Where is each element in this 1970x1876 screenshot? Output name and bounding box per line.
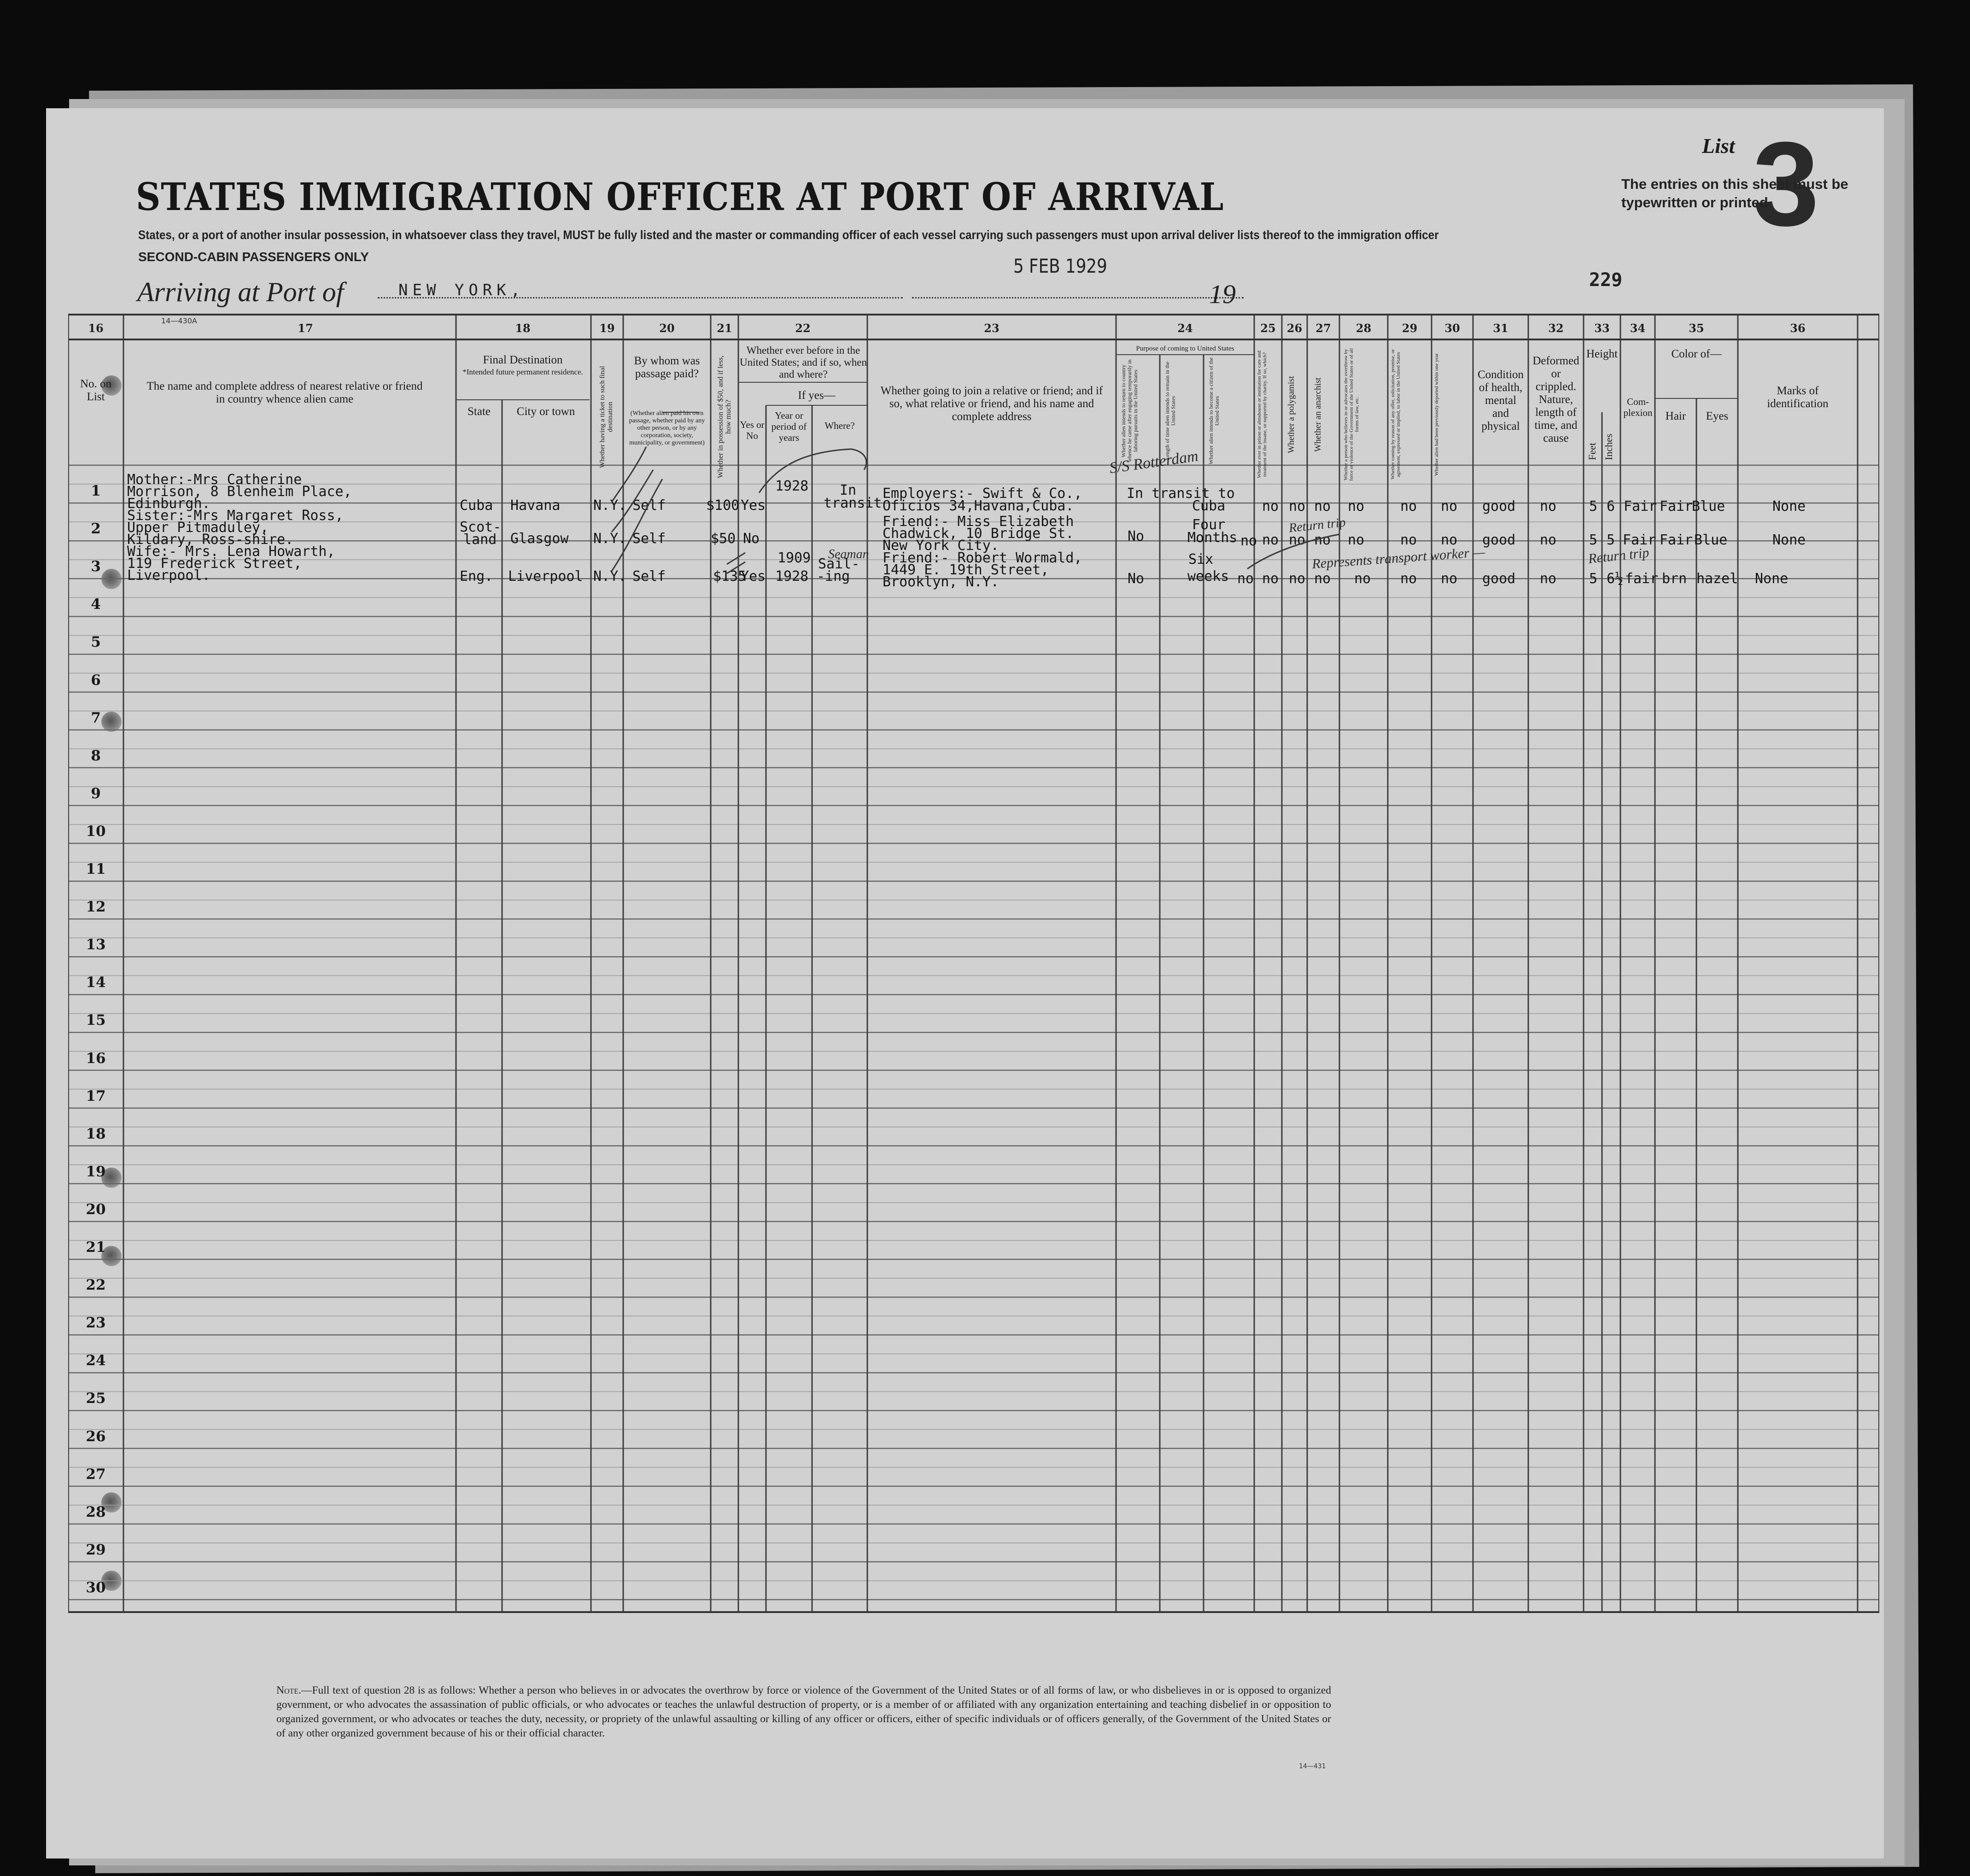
- marks-value: None: [1755, 571, 1789, 587]
- eyes-value: Blue: [1692, 498, 1725, 514]
- money-value: $100: [706, 497, 740, 514]
- before-where-line: In: [840, 482, 857, 498]
- eyes-value: Blue: [1694, 532, 1728, 548]
- header-col28: Whether a person who believes in or advocates the overthrow by force or violence of the Government of the United States or of all forms of law, etc.: [1343, 348, 1360, 481]
- join-line: Oficios 34,Havana,Cuba.: [883, 498, 1074, 514]
- col28-value: no: [1348, 498, 1365, 514]
- col-number-36: 36: [1790, 321, 1806, 335]
- col-number-28: 28: [1356, 321, 1372, 335]
- prison-value: no: [1262, 571, 1279, 587]
- header-condition: Condition of health, mental and physical: [1477, 368, 1524, 432]
- join-line: Brooklyn, N.Y.: [883, 574, 999, 590]
- relative-line: Kildary, Ross-shire.: [127, 532, 294, 548]
- row-number: 14: [86, 974, 106, 991]
- header-purpose-a: Whether alien intends to return to country whence he came after engaging temporarily in laboring pursuits in the United States: [1120, 359, 1139, 462]
- header-money: Whether in possession of $50, and if less, how much?: [717, 355, 732, 479]
- col-number-30: 30: [1444, 321, 1460, 335]
- col-number-23: 23: [984, 321, 1000, 335]
- col-number-22: 22: [795, 321, 811, 335]
- handwritten-seaman: Seaman: [828, 547, 869, 561]
- purpose-c-value: no: [1240, 533, 1257, 549]
- complexion-value: fair: [1625, 571, 1659, 587]
- purpose-line: Cuba: [1192, 498, 1226, 514]
- header-purpose: Purpose of coming to United States: [1136, 345, 1234, 352]
- join-line: Employers:- Swift & Co.,: [883, 485, 1082, 502]
- row-number: 30: [86, 1579, 106, 1596]
- footnote: [276, 1683, 1331, 1741]
- hair-value: brn: [1662, 571, 1687, 587]
- handwritten-represents-note: Represents transport worker —: [1311, 544, 1486, 572]
- page-title: STATES IMMIGRATION OFFICER AT PORT OF ARRIVAL: [136, 175, 1224, 219]
- row-number: 5: [91, 634, 101, 651]
- marks-value: None: [1772, 498, 1806, 514]
- footnote-text: —Full text of question 28 is as follows: Whether a person who believes in or advocates the overthrow by force or violence of the Government of the United States or of all forms of law, or who disbelieves in or is opposed to organized government, or who advocates the assassination of public officials, or who advocates or teaches the unlawful destruction of property, or is a member of or affiliated with any organization entertaining and teaching disbelief in or opposition to organized government, or who advocates or teaches the duty, necessity, or propriety of the unlawful assaulting or killing of any officer or officers, either of specific individuals or of officers generally, of the Government of the United States or of any other organized government because of his or their official character.: [276, 1684, 1331, 1739]
- manifest-table: [68, 313, 1879, 1633]
- col-number-35: 35: [1689, 321, 1704, 335]
- row-number: 24: [86, 1352, 106, 1369]
- row-number: 16: [86, 1050, 106, 1067]
- passage-paid-value: Self: [632, 531, 666, 547]
- before-us-value: No: [743, 531, 760, 547]
- col-number-19: 19: [599, 321, 615, 335]
- health-value: good: [1482, 532, 1516, 548]
- arriving-label: Arriving at Port of: [137, 277, 344, 307]
- join-line: New York City.: [883, 538, 999, 554]
- row-number: 28: [86, 1503, 106, 1520]
- row-number: 6: [91, 672, 101, 689]
- header-marks: Marks of identification: [1767, 385, 1829, 410]
- purpose-line: weeks: [1187, 568, 1229, 584]
- purpose-a-value: No: [1128, 528, 1145, 544]
- join-line: Friend:- Robert Wormald,: [883, 550, 1082, 566]
- before-year-value: 1928: [775, 568, 809, 584]
- col30-value: no: [1441, 498, 1458, 514]
- row-number: 20: [86, 1201, 106, 1218]
- join-line: Friend:- Miss Elizabeth: [883, 514, 1074, 530]
- row-number: 18: [86, 1125, 106, 1142]
- date-dotted-line: [912, 297, 1244, 298]
- destination-state: Scot-: [460, 519, 502, 535]
- col-number-17: 17: [298, 321, 313, 335]
- row-number: 27: [86, 1466, 106, 1483]
- instructions-text: States, or a port of another insular possession, in whatsoever class they travel, MUST be fully listed and the master or commanding officer of each vessel carrying such passengers must upon arrival deliver lists thereof to the immigration officer: [138, 228, 1439, 242]
- ticket-value: N.Y.: [593, 497, 627, 514]
- col28-value: no: [1354, 571, 1371, 587]
- typewritten-note: The entries on this sheet must be typewritten or printed.: [1621, 176, 1848, 210]
- header-passage-paid: By whom was passage paid?: [634, 355, 700, 380]
- polygamist-value: no: [1289, 532, 1306, 548]
- eyes-value: hazel: [1696, 571, 1738, 587]
- before-year-value: 1928: [775, 478, 809, 494]
- header-city: City or town: [516, 405, 575, 418]
- col28-value: no: [1348, 532, 1365, 548]
- col-number-33: 33: [1594, 321, 1610, 335]
- height-feet: 5: [1589, 498, 1598, 514]
- header-yes-no: Yes or No: [740, 419, 765, 441]
- row-number: 19: [86, 1163, 106, 1180]
- purpose-line: In transit to: [1127, 485, 1235, 502]
- height-inches: 5: [1607, 532, 1615, 548]
- height-feet: 5: [1589, 571, 1598, 587]
- handwritten-ship-note: S/S Rotterdam: [1108, 447, 1199, 477]
- before-us-value: Yes: [741, 497, 766, 514]
- row-number: 13: [86, 936, 106, 953]
- before-where-line: -ing: [817, 568, 850, 584]
- col-number-26: 26: [1286, 321, 1303, 335]
- money-value: $50: [711, 531, 736, 547]
- deformed-value: no: [1540, 571, 1557, 587]
- row-number: 25: [86, 1390, 106, 1407]
- join-line: 1449 E. 19th Street,: [883, 562, 1049, 578]
- header-final-destination-note: *Intended future permanent residence.: [462, 368, 583, 376]
- purpose-line: Four: [1192, 517, 1226, 533]
- list-label: List: [1702, 134, 1735, 158]
- deformed-value: no: [1540, 498, 1557, 514]
- anarchist-value: no: [1314, 532, 1331, 548]
- purpose-line: Months: [1187, 530, 1238, 546]
- destination-state: Cuba: [460, 497, 493, 514]
- polygamist-value: no: [1289, 498, 1306, 514]
- header-feet: Feet: [1586, 443, 1598, 460]
- relative-line: Liverpool.: [127, 567, 210, 584]
- purpose-c-value: no: [1237, 571, 1254, 587]
- header-if-yes: If yes—: [798, 389, 836, 402]
- header-passage-paid-note: (Whether alien paid his own passage, whether paid by any other person, or by any corporation, society, municipality, or government): [629, 410, 705, 446]
- row-number: 26: [86, 1428, 106, 1445]
- header-year-period: Year or period of years: [771, 410, 807, 443]
- relative-line: Mother:-Mrs Catherine: [127, 472, 302, 488]
- relative-line: Wife:- Mrs. Lena Howarth,: [127, 544, 335, 560]
- purpose-line: Six: [1188, 551, 1214, 567]
- anarchist-value: no: [1314, 571, 1331, 587]
- prison-value: no: [1262, 532, 1279, 548]
- form-number: 14—430A: [161, 316, 197, 325]
- arrival-date-stamp: 5 FEB 1929: [1013, 255, 1107, 277]
- height-inches: 6: [1607, 498, 1615, 514]
- col30-value: no: [1441, 532, 1458, 548]
- col29-value: no: [1400, 532, 1417, 548]
- complexion-value: Fair: [1623, 532, 1656, 548]
- header-hair: Hair: [1665, 410, 1686, 422]
- relative-line: Morrison, 8 Blenheim Place,: [127, 484, 352, 500]
- header-ticket: Whether having a ticket to such final destination: [599, 366, 614, 468]
- col29-value: no: [1400, 498, 1417, 514]
- destination-state: Eng.: [460, 568, 493, 584]
- header-before-us: Whether ever before in the United States; and if so, when and where?: [740, 345, 867, 380]
- col29-value: no: [1400, 571, 1417, 587]
- pencil-marks: [68, 313, 1879, 636]
- row-number: 9: [91, 785, 101, 802]
- manifest-sheet: [46, 108, 1884, 1858]
- col-number-21: 21: [717, 321, 732, 335]
- row-number: 21: [86, 1239, 106, 1256]
- destination-city: Glasgow: [510, 531, 569, 547]
- health-value: good: [1482, 571, 1516, 587]
- row-number: 4: [91, 596, 101, 613]
- row-number: 17: [86, 1087, 106, 1105]
- before-where-line: Sail-: [818, 556, 860, 572]
- header-no-on-list: No. on List: [80, 378, 112, 403]
- health-value: good: [1482, 498, 1516, 514]
- header-col30: Whether alien had been previously deported within one year: [1434, 353, 1439, 476]
- row-number: 10: [86, 823, 106, 840]
- ticket-value: N.Y.: [593, 531, 627, 547]
- col-number-25: 25: [1260, 321, 1276, 335]
- header-eyes: Eyes: [1706, 410, 1729, 422]
- header-final-destination: Final Destination: [483, 354, 563, 366]
- before-us-value: Yes: [741, 568, 766, 584]
- height-feet: 5: [1589, 532, 1598, 548]
- height-inches: 6½: [1607, 571, 1624, 587]
- footnote-label: Note.: [276, 1684, 301, 1696]
- row-number: 22: [86, 1277, 106, 1294]
- row-number: 12: [86, 899, 106, 916]
- passage-paid-value: Self: [632, 568, 666, 584]
- polygamist-value: no: [1289, 571, 1306, 587]
- header-where: Where?: [824, 420, 855, 431]
- col-number-27: 27: [1315, 321, 1331, 335]
- purpose-a-value: No: [1128, 571, 1145, 587]
- hair-value: Fair: [1660, 532, 1693, 548]
- deformed-value: no: [1540, 532, 1557, 548]
- col-number-18: 18: [515, 321, 531, 335]
- cabin-class-label: SECOND-CABIN PASSENGERS ONLY: [138, 250, 369, 264]
- ticket-value: N.Y.: [593, 568, 627, 584]
- header-purpose-c: Whether alien intends to become a citizen of the United States: [1208, 357, 1220, 464]
- page-number: 229: [1589, 269, 1623, 291]
- before-where-line: transit: [824, 495, 882, 511]
- header-color-of: Color of—: [1671, 348, 1722, 360]
- destination-city: Havana: [510, 497, 561, 514]
- col-number-29: 29: [1402, 321, 1418, 335]
- row-number: 23: [86, 1315, 106, 1332]
- row-number: 29: [86, 1541, 106, 1558]
- complexion-value: Fair: [1624, 498, 1657, 514]
- handwritten-return-note: Return trip: [1288, 515, 1346, 536]
- header-purpose-b: Length of time alien intends to remain in the United States: [1164, 362, 1176, 460]
- header-polygamist: Whether a polygamist: [1286, 376, 1296, 453]
- row-number: 11: [86, 861, 106, 877]
- col-number-20: 20: [659, 321, 675, 335]
- relative-line: Upper Pitmaduley,: [127, 520, 269, 536]
- row-number: 15: [86, 1012, 106, 1029]
- money-value: $135: [713, 568, 747, 584]
- relative-line: Sister:-Mrs Margaret Ross,: [127, 508, 344, 524]
- row-number: 2: [91, 520, 101, 538]
- year-prefix: 19: [1209, 279, 1236, 309]
- destination-city: Liverpool: [508, 568, 583, 584]
- relative-line: 119 Frederick Street,: [127, 555, 302, 572]
- header-prison: Whether ever in prison or almshouse or institution for care and treatment of the insane, or supported by charity. If so, which?: [1257, 351, 1268, 479]
- destination-state: land: [463, 532, 497, 548]
- row-number: 8: [91, 747, 101, 764]
- row-number: 3: [91, 558, 101, 575]
- col-number-31: 31: [1493, 321, 1508, 335]
- col-number-24: 24: [1177, 321, 1193, 335]
- header-state: State: [468, 405, 491, 418]
- header-nearest-relative: The name and complete address of nearest relative or friend in country whence alien came: [146, 380, 423, 405]
- footnote-form-number: 14—431: [1299, 1763, 1326, 1770]
- header-height: Height: [1586, 348, 1618, 360]
- passage-paid-value: Self: [632, 497, 666, 514]
- before-year-value: 1909: [777, 550, 811, 566]
- join-line: Chadwick, 10 Bridge St.: [883, 526, 1074, 542]
- header-col29: Whether coming by reason of any offer, solicitation, promise, or agreement, expressed or implied, to labor in the United States: [1390, 349, 1401, 480]
- row-number: 1: [91, 483, 101, 499]
- header-join-relative: Whether going to join a relative or friend; and if so, what relative or friend, and his name and complete address: [880, 385, 1103, 423]
- header-complexion: Com-plexion: [1623, 396, 1653, 418]
- col-number-32: 32: [1548, 321, 1564, 335]
- marks-value: None: [1772, 532, 1806, 548]
- header-inches: Inches: [1603, 433, 1614, 460]
- col30-value: no: [1441, 571, 1458, 587]
- anarchist-value: no: [1314, 498, 1331, 514]
- row-number: 7: [91, 709, 101, 726]
- header-deformed: Deformed or crippled. Nature, length of time, and cause: [1532, 355, 1579, 444]
- port-value: NEW YORK,: [398, 281, 525, 299]
- handwritten-return-note-2: Return trip: [1587, 545, 1650, 567]
- hair-value: Fair: [1660, 498, 1693, 514]
- relative-line: Edinburgh.: [127, 496, 210, 512]
- prison-value: no: [1262, 498, 1279, 514]
- col-number-16: 16: [88, 321, 104, 335]
- header-anarchist: Whether an anarchist: [1313, 377, 1323, 452]
- col-number-34: 34: [1630, 321, 1646, 335]
- list-number: 3: [1753, 117, 1819, 251]
